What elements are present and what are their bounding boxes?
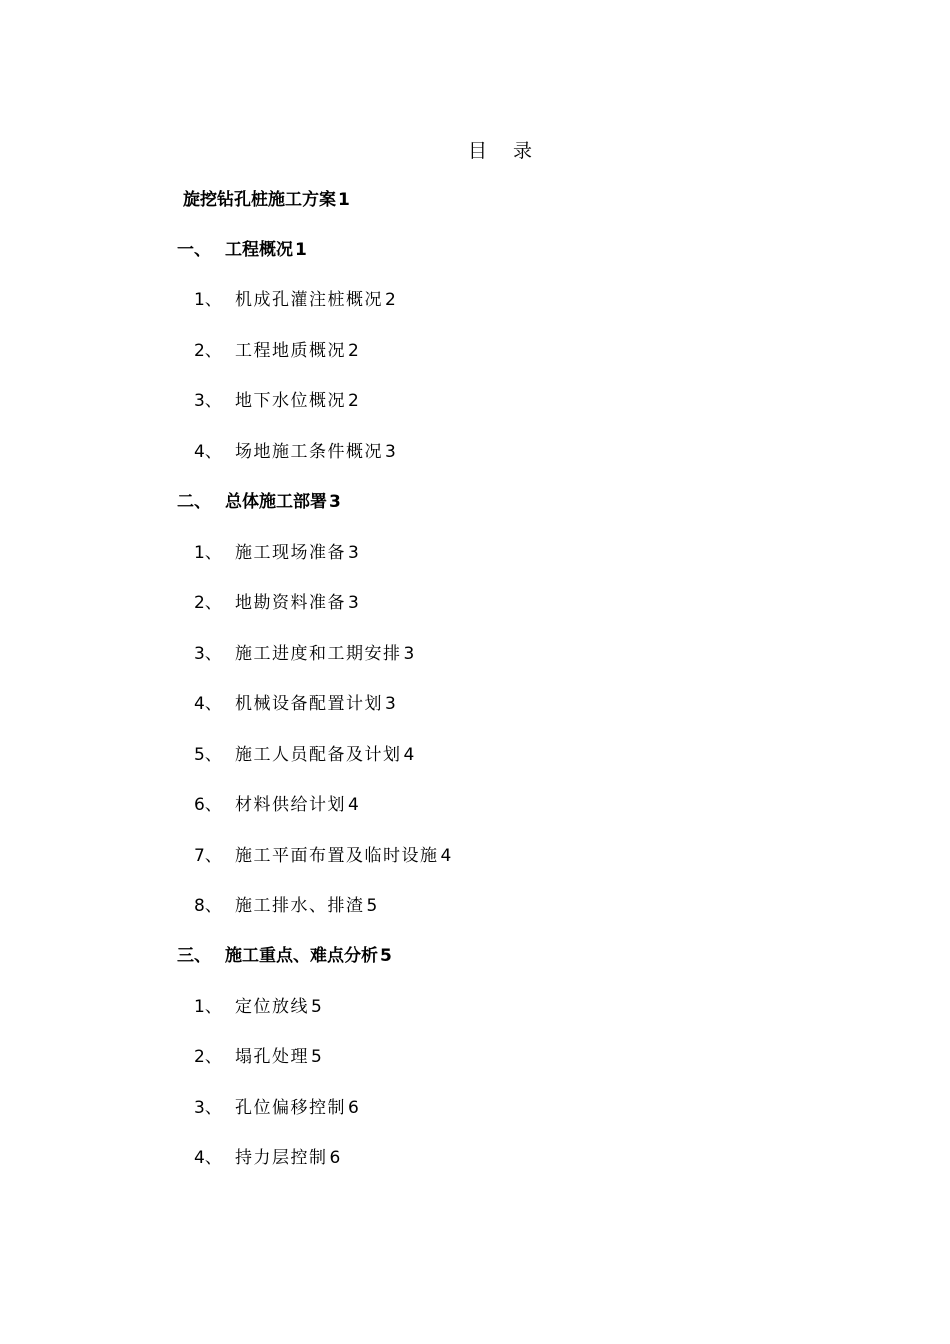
toc-item-page: 3 bbox=[385, 442, 396, 462]
toc-item-page: 2 bbox=[385, 290, 396, 310]
toc-item-number: 1、 bbox=[194, 997, 222, 1017]
toc-item-page: 6 bbox=[348, 1098, 359, 1118]
toc-item-page: 3 bbox=[403, 644, 415, 664]
toc-item-text: 材料供给计划 bbox=[235, 795, 346, 815]
toc-item-text: 场地施工条件概况 bbox=[235, 442, 383, 462]
toc-item-page: 3 bbox=[348, 593, 359, 613]
toc-item-number: 1、 bbox=[194, 290, 222, 310]
toc-item-text: 地勘资料准备 bbox=[235, 593, 346, 613]
toc-item-page: 5 bbox=[311, 1047, 322, 1067]
toc-section-text: 总体施工部署 bbox=[225, 492, 327, 512]
toc-item[interactable] bbox=[194, 1145, 340, 1171]
toc-item-text: 施工平面布置及临时设施 bbox=[235, 846, 439, 866]
toc-section-page: 3 bbox=[329, 492, 341, 512]
toc-item-text: 定位放线 bbox=[235, 997, 309, 1017]
toc-section-page: 1 bbox=[295, 240, 307, 260]
toc-item[interactable] bbox=[194, 994, 322, 1020]
toc-section-3[interactable] bbox=[177, 943, 392, 969]
toc-section-page: 5 bbox=[380, 946, 392, 966]
toc-item-text: 机成孔灌注桩概况 bbox=[235, 290, 383, 310]
toc-item[interactable] bbox=[194, 540, 359, 566]
toc-item-text: 施工人员配备及计划 bbox=[235, 745, 402, 765]
toc-entry-page: 1 bbox=[338, 190, 350, 210]
toc-item-page: 2 bbox=[348, 341, 359, 361]
toc-item-number: 6、 bbox=[194, 795, 222, 815]
toc-section-number: 三、 bbox=[177, 946, 211, 966]
toc-item-number: 3、 bbox=[194, 644, 222, 664]
toc-section-text: 施工重点、难点分析 bbox=[225, 946, 378, 966]
toc-section-text: 工程概况 bbox=[225, 240, 293, 260]
toc-item-page: 3 bbox=[348, 543, 359, 563]
toc-entry-doc-heading[interactable] bbox=[183, 187, 350, 213]
toc-item[interactable] bbox=[194, 893, 377, 919]
toc-item[interactable] bbox=[194, 590, 359, 616]
toc-item-text: 持力层控制 bbox=[235, 1148, 328, 1168]
toc-item[interactable] bbox=[194, 843, 451, 869]
toc-item[interactable] bbox=[194, 792, 359, 818]
toc-item-number: 4、 bbox=[194, 442, 222, 462]
toc-section-1[interactable] bbox=[177, 237, 307, 263]
toc-item-text: 地下水位概况 bbox=[235, 391, 346, 411]
toc-entry-text: 旋挖钻孔桩施工方案 bbox=[183, 190, 336, 210]
toc-item-number: 8、 bbox=[194, 896, 222, 916]
toc-item-page: 4 bbox=[348, 795, 359, 815]
toc-title: 目 录 bbox=[467, 140, 543, 162]
toc-item-number: 2、 bbox=[194, 341, 222, 361]
toc-item-number: 2、 bbox=[194, 593, 222, 613]
toc-item-page: 3 bbox=[385, 694, 396, 714]
toc-section-number: 二、 bbox=[177, 492, 211, 512]
toc-item[interactable] bbox=[194, 1095, 359, 1121]
toc-item-text: 孔位偏移控制 bbox=[235, 1098, 346, 1118]
toc-section-number: 一、 bbox=[177, 240, 211, 260]
toc-item[interactable] bbox=[194, 338, 359, 364]
toc-item-number: 2、 bbox=[194, 1047, 222, 1067]
toc-item-number: 1、 bbox=[194, 543, 222, 563]
toc-item-page: 5 bbox=[366, 896, 378, 916]
toc-item-page: 4 bbox=[403, 745, 415, 765]
toc-item-text: 施工排水、排渣 bbox=[235, 896, 365, 916]
toc-item-text: 施工现场准备 bbox=[235, 543, 346, 563]
toc-item-page: 5 bbox=[311, 997, 322, 1017]
toc-item-number: 5、 bbox=[194, 745, 222, 765]
toc-item[interactable] bbox=[194, 691, 396, 717]
toc-item-page: 2 bbox=[348, 391, 359, 411]
toc-item-text: 塌孔处理 bbox=[235, 1047, 309, 1067]
toc-item-text: 施工进度和工期安排 bbox=[235, 644, 402, 664]
toc-item-text: 机械设备配置计划 bbox=[235, 694, 383, 714]
toc-item-number: 7、 bbox=[194, 846, 222, 866]
toc-item-number: 4、 bbox=[194, 694, 222, 714]
toc-item[interactable] bbox=[194, 287, 396, 313]
toc-item[interactable] bbox=[194, 439, 396, 465]
toc-item-text: 工程地质概况 bbox=[235, 341, 346, 361]
toc-section-2[interactable] bbox=[177, 489, 341, 515]
toc-item[interactable] bbox=[194, 1044, 322, 1070]
toc-item[interactable] bbox=[194, 641, 414, 667]
toc-item-number: 4、 bbox=[194, 1148, 222, 1168]
toc-item-page: 4 bbox=[440, 846, 452, 866]
toc-item-number: 3、 bbox=[194, 1098, 222, 1118]
toc-item[interactable] bbox=[194, 742, 414, 768]
toc-item-page: 6 bbox=[329, 1148, 341, 1168]
toc-item[interactable] bbox=[194, 388, 359, 414]
toc-item-number: 3、 bbox=[194, 391, 222, 411]
